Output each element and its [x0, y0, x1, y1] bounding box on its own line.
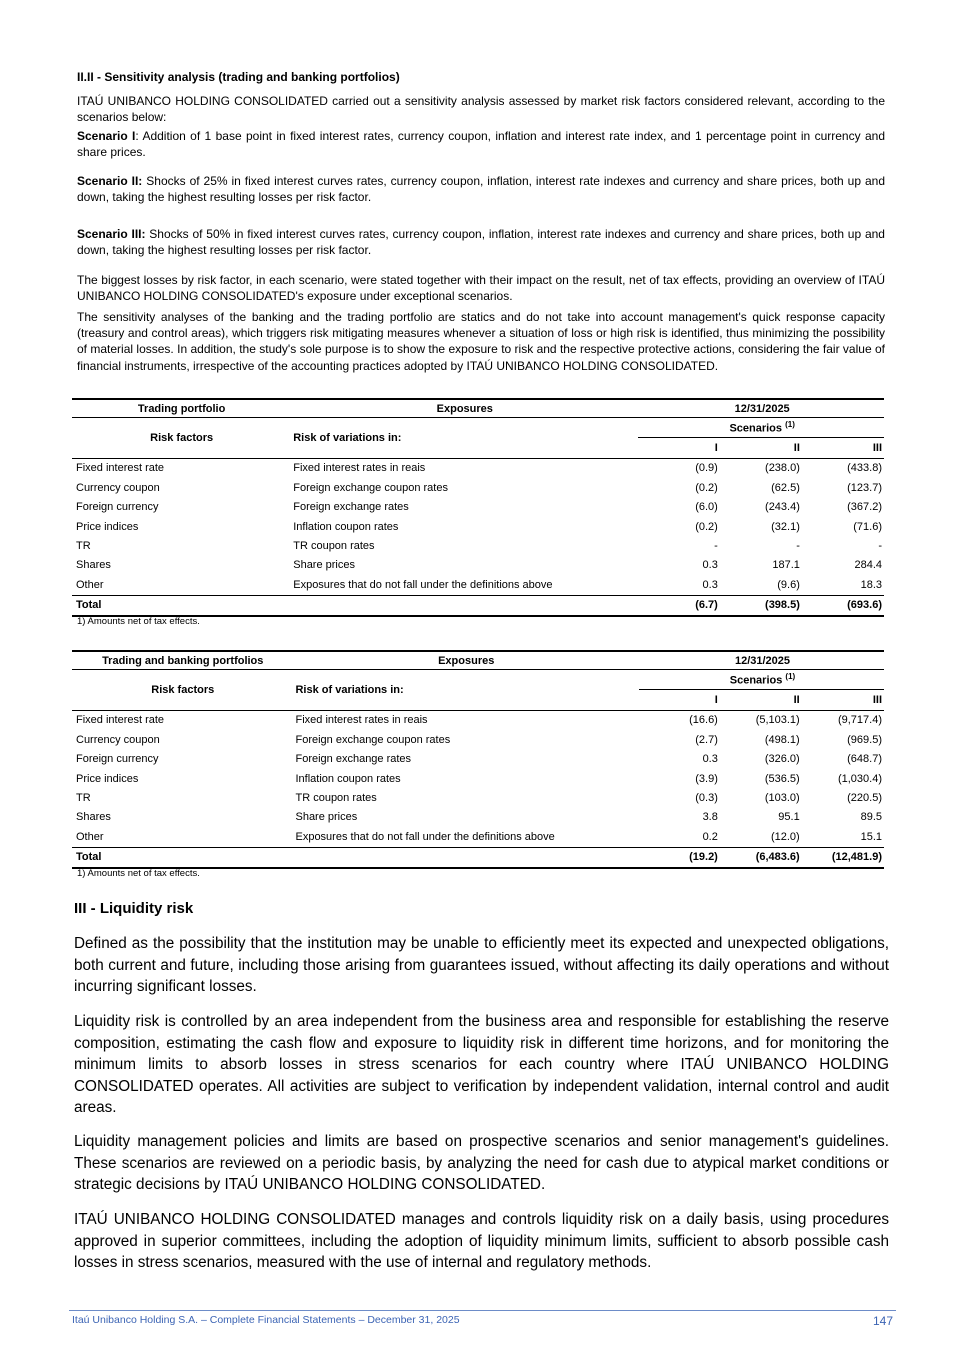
- variation-cell: Share prices: [295, 811, 358, 824]
- scenario-2-value: (103.0): [764, 792, 800, 805]
- liquidity-paragraph-3: Liquidity management policies and limits are based on prospective scenarios and senior management's guidelines. These scenarios are reviewed on a periodic basis, by analyzing the need for cash due to atypical market conditions or strategic decisions by ITAÚ UNIBANCO HOLDING CONSOLIDATED.: [74, 1133, 889, 1193]
- variation-cell: Exposures that do not fall under the definitions above: [293, 578, 553, 591]
- variation-cell: TR coupon rates: [293, 540, 375, 553]
- scenario-3-value: (71.6): [853, 520, 882, 533]
- liquidity-paragraph-2: Liquidity risk is controlled by an area independent from the business area and responsible for establishing the reserve composition, estimating the cash flow and exposure to liquidity risk in different time horizons, and for monitoring the minimum limits to absorb losses in stress scenarios for each country where ITAÚ UNIBANCO HOLDING CONSOLIDATED operates. All activities are subject to verification by independent validation, internal control and audit areas.: [74, 1013, 889, 1116]
- scenario-1-value: -: [714, 540, 718, 553]
- variation-cell: Fixed interest rates in reais: [295, 714, 428, 727]
- risk-factor-cell: Fixed interest rate: [76, 462, 165, 475]
- scenario-3-value: (220.5): [847, 792, 882, 805]
- scenario-1-paragraph: [77, 128, 885, 160]
- table-row: [72, 788, 884, 807]
- scenario-col-3: III: [802, 690, 884, 710]
- scenario-3-value: 18.3: [860, 578, 882, 591]
- scenario-3-value: 284.4: [854, 559, 882, 572]
- variation-cell: Foreign exchange rates: [293, 501, 409, 514]
- scenario-1-value: (2.7): [695, 733, 718, 746]
- risk-factor-cell: Currency coupon: [76, 733, 160, 746]
- scenario-1-label: Scenario I: [77, 129, 136, 143]
- table-row: [72, 750, 884, 769]
- variation-cell: Foreign exchange coupon rates: [293, 481, 448, 494]
- table-row: [72, 556, 884, 575]
- variation-cell: Foreign exchange coupon rates: [295, 733, 451, 746]
- scenario-2-value: 95.1: [778, 811, 800, 824]
- scenario-3-value: (433.8): [847, 462, 882, 475]
- date-header: 12/31/2025: [638, 399, 884, 418]
- scenario-3-value: (367.2): [847, 501, 882, 514]
- scenario-2-value: (32.1): [771, 520, 800, 533]
- scenario-1-value: 0.3: [702, 578, 718, 591]
- section-heading: II.II - Sensitivity analysis (trading and banking portfolios): [77, 70, 400, 84]
- scenario-3-label: Scenario III:: [77, 227, 146, 241]
- scenario-1-value: 3.8: [702, 811, 718, 824]
- scenario-1-value: 0.3: [702, 559, 718, 572]
- variation-cell: Exposures that do not fall under the definitions above: [295, 830, 555, 843]
- table-row: [72, 710, 884, 730]
- liquidity-heading: III - Liquidity risk: [74, 900, 194, 917]
- trading-portfolio-table: [72, 398, 884, 617]
- scenarios-header: Scenarios $^{(1)}$: [638, 418, 884, 438]
- table-row: [72, 730, 884, 749]
- scenario-2-value: (62.5): [771, 481, 800, 494]
- scenario-2-value: (536.5): [764, 772, 800, 785]
- scenario-col-3: III: [802, 438, 884, 458]
- variation-cell: Share prices: [293, 559, 355, 572]
- risk-factor-cell: Other: [76, 578, 104, 591]
- table-footnote: 1) Amounts net of tax effects.: [77, 868, 200, 879]
- losses-paragraph: The biggest losses by risk factor, in each scenario, were stated together with their impact on the result, net of tax effects, providing an overview of ITAÚ UNIBANCO HOLDING CONSOLIDATED's exposure under exceptional scenarios.: [77, 273, 885, 304]
- table-row: [72, 808, 884, 827]
- liquidity-paragraph-1: Defined as the possibility that the institution may be unable to efficiently meet its expected and unexpected obligations, both current and future, including those arising from guarantees issued, without affecting its daily operations and without incurring significant losses.: [74, 935, 889, 995]
- table-row: [72, 517, 884, 536]
- risk-factors-header: Risk factors: [72, 670, 291, 711]
- scenario-2-value: (243.4): [765, 501, 800, 514]
- scenario-1-value: (3.9): [695, 772, 718, 785]
- liquidity-paragraph-4: ITAÚ UNIBANCO HOLDING CONSOLIDATED manages and controls liquidity risk on a daily basis, using procedures approved in superior committees, including the adoption of liquidity minimum limits, sufficient to absorb possible cash losses in stress scenarios, measured with the use of internal and regulatory methods.: [74, 1211, 889, 1271]
- intro-paragraph: ITAÚ UNIBANCO HOLDING CONSOLIDATED carried out a sensitivity analysis assessed by market risk factors considered relevant, according to the scenarios below:: [77, 94, 885, 125]
- table-row: [72, 769, 884, 788]
- scenario-3-text: Shocks of 50% in fixed interest curves rates, currency coupon, inflation, interest rate indexes and currency and share prices, both up and down, taking the highest resulting losses per risk factor.: [77, 227, 885, 258]
- scenario-3-value: 15.1: [860, 830, 882, 843]
- variation-cell: Foreign exchange rates: [295, 753, 412, 766]
- risk-factor-cell: Price indices: [76, 772, 139, 785]
- scenario-1-value: (0.3): [695, 792, 718, 805]
- scenario-2-value: (12.0): [770, 830, 800, 843]
- risk-factor-cell: Shares: [76, 559, 111, 572]
- scenario-3-value: (123.7): [847, 481, 882, 494]
- scenarios-header: Scenarios $^{(1)}$: [639, 670, 884, 690]
- footer-divider: [69, 1310, 896, 1311]
- scenario-1-value: (0.2): [695, 520, 718, 533]
- date-header: 12/31/2025: [639, 651, 884, 670]
- scenario-3-value: -: [878, 540, 882, 553]
- trading-banking-portfolio-table: [72, 650, 884, 869]
- scenario-1-text: : Addition of 1 base point in fixed interest rates, currency coupon, inflation and interest rate index, and 1 percentage point in currency and share prices.: [77, 129, 885, 160]
- scenario-1-value: 0.3: [702, 753, 718, 766]
- scenario-3-value: (1,030.4): [837, 772, 882, 785]
- scenario-1-value: (0.2): [695, 481, 718, 494]
- footer-text: Itaú Unibanco Holding S.A. – Complete Financial Statements – December 31, 2025: [72, 1314, 460, 1326]
- scenario-1-value: (0.9): [695, 462, 718, 475]
- scenario-3-paragraph: [77, 226, 885, 258]
- risk-factor-cell: Foreign currency: [76, 501, 159, 514]
- table-row: [72, 536, 884, 555]
- scenario-3-value: (969.5): [847, 733, 882, 746]
- table-row: [72, 827, 884, 847]
- scenario-2-paragraph: [77, 173, 885, 205]
- table-row: [72, 478, 884, 497]
- risk-factor-cell: Shares: [76, 811, 111, 824]
- table-row: [72, 575, 884, 595]
- risk-factor-cell: Price indices: [76, 520, 139, 533]
- table-total-row: Total (19.2) (6,483.6) (12,481.9): [72, 847, 884, 868]
- scenario-1-value: 0.2: [702, 830, 718, 843]
- risk-factors-header: Risk factors: [72, 418, 289, 459]
- variation-cell: TR coupon rates: [295, 792, 377, 805]
- scenario-col-1: I: [638, 438, 720, 458]
- scenario-col-2: II: [720, 438, 802, 458]
- static-analysis-paragraph: The sensitivity analyses of the banking and the trading portfolio are statics and do not take into account management's quick response capacity (treasury and control areas), which triggers risk mitigating measures whenever a situation of loss or high risk is identified, thus minimizing the possibility of material losses. In addition, the study's sole purpose is to show the exposure to risk and the respective protective actions, considering the fair value of financial instruments, irrespective of the accounting practices adopted by ITAÚ UNIBANCO HOLDING CONSOLIDATED.: [77, 310, 885, 373]
- scenario-2-value: -: [796, 540, 800, 553]
- page-number: 147: [873, 1314, 894, 1328]
- risk-factor-cell: TR: [76, 792, 91, 805]
- exposures-header: Exposures: [291, 651, 638, 670]
- risk-factor-cell: TR: [76, 540, 91, 553]
- exposures-header: Exposures: [289, 399, 638, 418]
- variation-cell: Inflation coupon rates: [295, 772, 401, 785]
- scenario-2-value: (326.0): [764, 753, 800, 766]
- table-row: [72, 498, 884, 517]
- scenario-1-value: (16.6): [689, 714, 718, 727]
- scenario-3-value: (648.7): [847, 753, 882, 766]
- risk-factor-cell: Foreign currency: [76, 753, 159, 766]
- scenario-2-value: (498.1): [764, 733, 800, 746]
- risk-factor-cell: Fixed interest rate: [76, 714, 165, 727]
- portfolio-header: Trading and banking portfolios: [72, 651, 291, 670]
- table-row: [72, 458, 884, 478]
- variation-cell: Fixed interest rates in reais: [293, 462, 426, 475]
- table-footnote: 1) Amounts net of tax effects.: [77, 616, 200, 627]
- scenario-2-value: 187.1: [772, 559, 800, 572]
- scenario-col-1: I: [639, 690, 720, 710]
- scenario-2-value: (5,103.1): [755, 714, 800, 727]
- risk-variations-header: Risk of variations in:: [291, 670, 638, 711]
- scenario-2-value: (9.6): [777, 578, 800, 591]
- scenario-2-value: (238.0): [765, 462, 800, 475]
- scenario-3-value: (9,717.4): [837, 714, 882, 727]
- scenario-3-value: 89.5: [860, 811, 882, 824]
- scenario-1-value: (6.0): [695, 501, 718, 514]
- risk-factor-cell: Currency coupon: [76, 481, 160, 494]
- table-total-row: Total (6.7) (398.5) (693.6): [72, 595, 884, 616]
- scenario-2-text: Shocks of 25% in fixed interest curves rates, currency coupon, inflation, interest rate indexes and currency and share prices, both up and down, taking the highest resulting losses per risk factor.: [77, 174, 885, 205]
- scenario-2-label: Scenario II:: [77, 174, 143, 188]
- portfolio-header: Trading portfolio: [72, 399, 289, 418]
- variation-cell: Inflation coupon rates: [293, 520, 399, 533]
- risk-factor-cell: Other: [76, 830, 104, 843]
- risk-variations-header: Risk of variations in:: [289, 418, 638, 459]
- scenario-col-2: II: [720, 690, 802, 710]
